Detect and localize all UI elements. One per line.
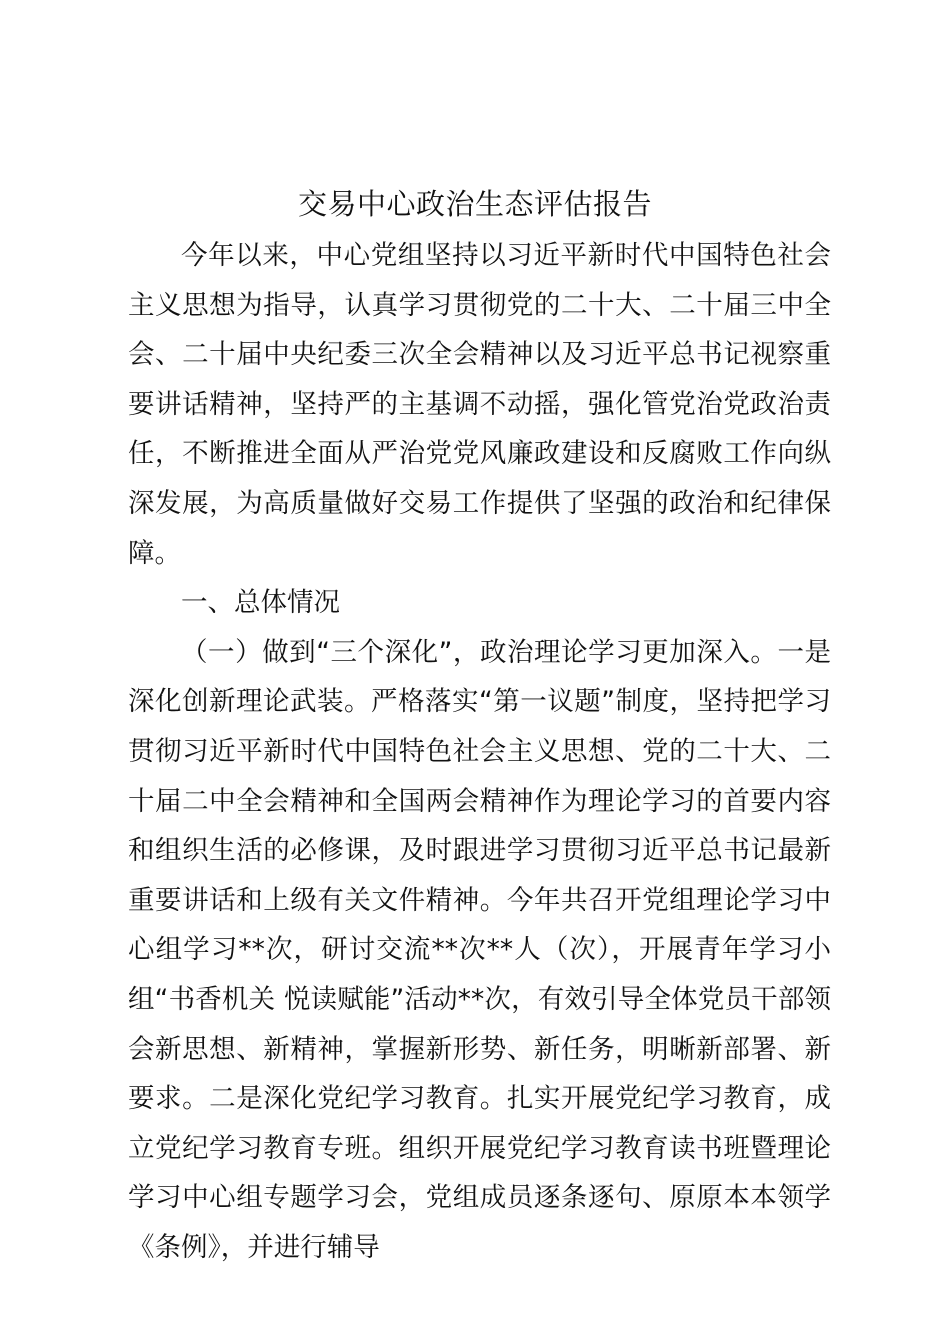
document-title: 交易中心政治生态评估报告 — [297, 187, 652, 221]
document-body — [128, 231, 831, 1272]
paragraph-intro: 今年以来，中心党组坚持以习近平新时代中国特色社会主义思想为指导，认真学习贯彻党的二十大、二十届三中全会、二十届中央纪委三次全会精神以及习近平总书记视察重要讲话精神，坚持严的主基调不动摇，强化管党治党政治责任，不断推进全面从严治党党风廉政建设和反腐败工作向纵深发展，为高质量做好交易工作提供了坚强的政治和纪律保障。 — [128, 240, 831, 569]
section-heading: 一、总体情况 — [181, 587, 340, 619]
paragraph-section-1: （一）做到“三个深化”，政治理论学习更加深入。一是深化创新理论武装。严格落实“第一议题”制度，坚持把学习贯彻习近平新时代中国特色社会主义思想、党的二十大、二十届二中全会精神和全国两会精神作为理论学习的首要内容和组织生活的必修课，及时跟进学习贯彻习近平总书记最新重要讲话和上级有关文件精神。今年共召开党组理论学习中心组学习**次，研讨交流**次**人（次），开展青年学习小组“书香机关 悦读赋能”活动**次，有效引导全体党员干部领会新思想、新精神，掌握新形势、新任务，明晰新部署、新要求。二是深化党纪学习教育。扎实开展党纪学习教育，成立党纪学习教育专班。组织开展党纪学习教育读书班暨理论学习中心组专题学习会，党组成员逐条逐句、原原本本领学《条例》，并进行辅导 — [128, 636, 831, 1263]
